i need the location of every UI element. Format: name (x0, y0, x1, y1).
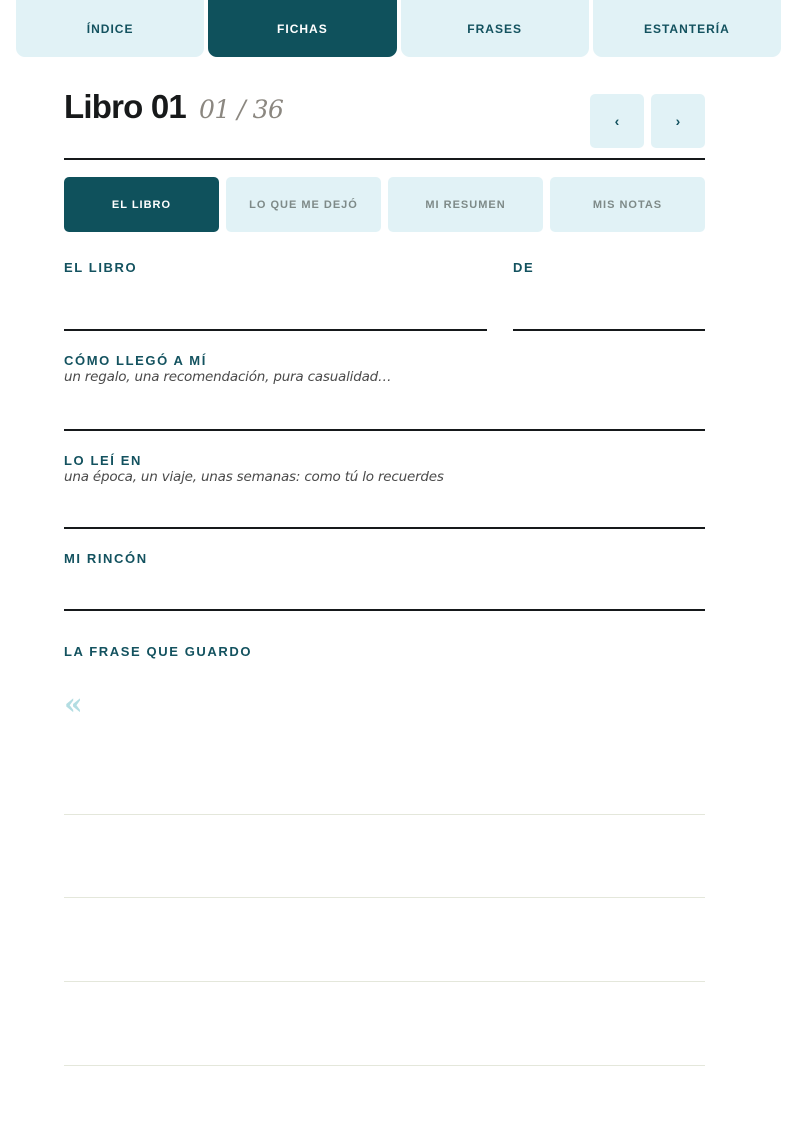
quote-field-label: LA FRASE QUE GUARDO (64, 644, 253, 659)
author-field-label: DE (513, 260, 535, 275)
page-title: Libro 01 (64, 88, 186, 125)
book-field-label: EL LIBRO (64, 260, 138, 275)
quote-line-3[interactable] (64, 981, 705, 982)
quote-line-1[interactable] (64, 814, 705, 815)
book-field[interactable] (64, 329, 487, 331)
tab-lo-que-me-dejo[interactable]: LO QUE ME DEJÓ (226, 177, 381, 232)
read-field-label: LO LEÍ EN (64, 453, 142, 468)
page-counter: 01 / 36 (198, 95, 284, 124)
chevron-right-icon: › (675, 113, 681, 129)
tab-el-libro[interactable]: EL LIBRO (64, 177, 219, 232)
page-title-row (64, 88, 283, 134)
tab-indice[interactable]: ÍNDICE (16, 0, 204, 57)
section-tabs (64, 177, 705, 232)
tab-mi-resumen[interactable]: MI RESUMEN (388, 177, 543, 232)
quote-line-2[interactable] (64, 897, 705, 898)
tab-fichas[interactable]: FICHAS (208, 0, 396, 57)
author-field[interactable] (513, 329, 705, 331)
quote-mark-icon: « (64, 687, 83, 722)
how-field[interactable] (64, 429, 705, 431)
tab-frases[interactable]: FRASES (401, 0, 589, 57)
header-divider (64, 158, 705, 160)
chevron-left-icon: ‹ (614, 113, 620, 129)
how-field-label: CÓMO LLEGÓ A MÍ (64, 353, 207, 368)
read-field[interactable] (64, 527, 705, 529)
quote-line-4[interactable] (64, 1065, 705, 1066)
top-navigation (16, 0, 781, 57)
corner-field-label: MI RINCÓN (64, 551, 148, 566)
previous-page-button[interactable] (590, 94, 644, 148)
corner-field[interactable] (64, 609, 705, 611)
tab-estanteria[interactable]: ESTANTERÍA (593, 0, 781, 57)
how-field-hint: un regalo, una recomendación, pura casualidad… (64, 369, 392, 385)
tab-mis-notas[interactable]: MIS NOTAS (550, 177, 705, 232)
read-field-hint: una época, un viaje, unas semanas: como tú lo recuerdes (64, 469, 444, 485)
next-page-button[interactable] (651, 94, 705, 148)
